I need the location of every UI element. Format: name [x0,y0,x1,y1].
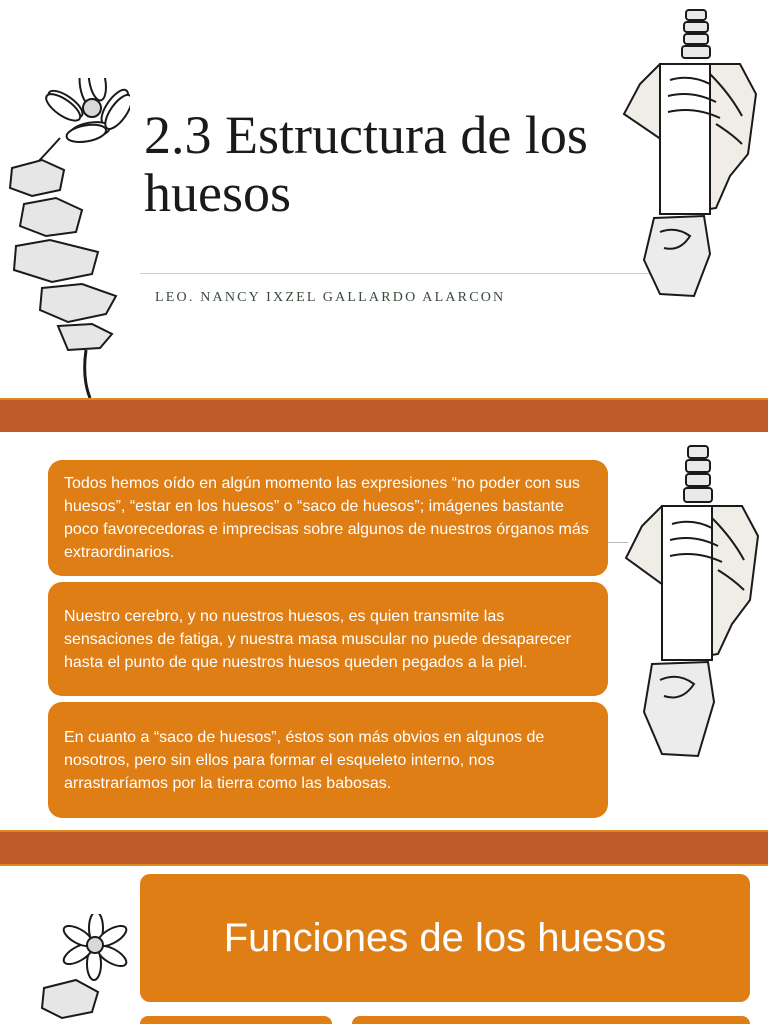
slide-separator [0,830,768,866]
slide-separator-line [0,398,768,400]
content-slide [0,432,768,830]
text-card-2 [48,582,608,696]
card-text: En cuanto a “saco de huesos”, éstos son más obvios en algunos de nosotros, pero sin ellos para formar el esqueleto interno, nos arrastraríamos por la tierra como las babosas. [64,728,545,792]
torso-anatomy-icon [620,4,760,300]
text-card-3 [48,702,608,818]
slide-separator [0,400,768,432]
title-divider [140,273,660,274]
subtopic-box [352,1016,750,1024]
subtopic-box [140,1016,332,1024]
functions-slide [0,866,768,1024]
section-heading-box [140,874,750,1002]
slide-separator-line [0,830,768,832]
slide-title: 2.3 Estructura de los huesos [144,105,588,223]
section-heading: Funciones de los huesos [223,915,667,960]
torso-anatomy-icon [622,440,762,760]
author-name: LEO. NANCY IXZEL GALLARDO ALARCON [155,290,506,305]
title-slide [0,0,768,400]
text-card-1 [48,460,608,576]
daisy-spine-icon [2,78,130,400]
daisy-spine-icon [36,914,136,1024]
card-text: Todos hemos oído en algún momento las expresiones “no poder con sus huesos”, “estar en los huesos” o “saco de huesos”; imágenes bastante poco favorecedoras e imprecisas sobre algunos de nuestros órganos más extraordinarios. [64,475,589,561]
card-text: Nuestro cerebro, y no nuestros huesos, es quien transmite las sensaciones de fatiga, y nuestra masa muscular no puede desaparecer hasta el punto de que nuestros huesos queden pegados a la piel. [64,607,571,671]
